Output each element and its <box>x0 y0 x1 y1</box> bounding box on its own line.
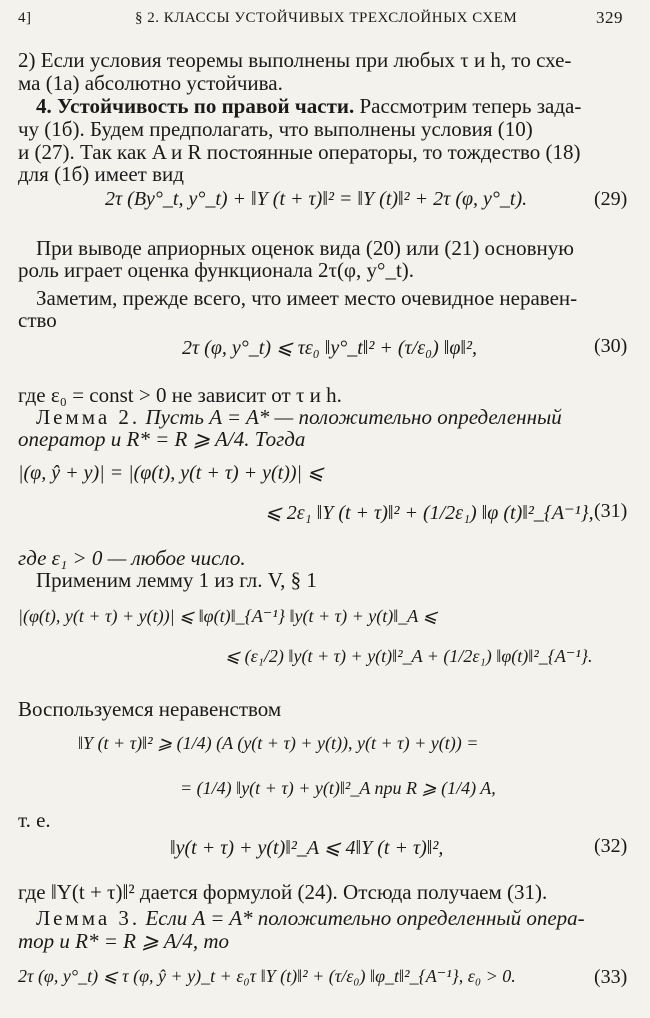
text-line: оператор и R* = R ⩾ A/4. Тогда <box>18 427 306 451</box>
lemma-label: Лемма 3. <box>36 906 141 930</box>
page-number: 329 <box>596 8 623 27</box>
text-line: где ε₁ > 0 — любое число. <box>18 546 246 570</box>
equation-30: 2τ (φ, y°_t) ⩽ τε₀ ‖y°_t‖² + (τ/ε₀) ‖φ‖², <box>182 337 478 359</box>
text-line: Заметим, прежде всего, что имеет место очевидное неравен- <box>36 286 578 310</box>
running-header-title: § 2. КЛАССЫ УСТОЙЧИВЫХ ТРЕХСЛОЙНЫХ СХЕМ <box>135 10 518 26</box>
equation-number: (30) <box>594 335 628 357</box>
equation-lemma1-line1: |(φ(t), y(t + τ) + y(t))| ⩽ ‖φ(t)‖_{A⁻¹} ‖y(t + τ) + y(t)‖_A ⩽ <box>18 606 438 626</box>
text-line: 2) Если условия теоремы выполнены при любых τ и h, то схе- <box>18 48 572 72</box>
equation-31-line1: |(φ, ŷ + y)| = |(φ(t), y(t + τ) + y(t))| ⩽ <box>18 462 324 484</box>
text-line: чу (1б). Будем предполагать, что выполнены условия (10) <box>18 117 533 141</box>
text-line: ма (1а) абсолютно устойчива. <box>18 71 283 95</box>
equation-29: 2τ (By°_t, y°_t) + ‖Y (t + τ)‖² = ‖Y (t)‖² + 2τ (φ, y°_t). <box>105 188 528 210</box>
section-heading-line <box>36 94 581 118</box>
equation-number: (32) <box>594 835 628 857</box>
text-line: ство <box>18 308 57 332</box>
text-span: Рассмотрим теперь зада- <box>354 94 582 118</box>
text-line: для (1б) имеет вид <box>18 162 184 186</box>
equation-inequality-line1: ‖Y (t + τ)‖² ⩾ (1/4) (A (y(t + τ) + y(t)), y(t + τ) + y(t)) = <box>78 733 479 753</box>
equation-number: (33) <box>594 966 628 988</box>
header-left-mark: 4] <box>18 10 32 26</box>
text-line: При выводе априорных оценок вида (20) или (21) основную <box>36 236 574 260</box>
lemma-label: Лемма 2. <box>36 405 141 429</box>
lemma-text: Если A = A* положительно определенный опера- <box>140 906 585 930</box>
text-line: Применим лемму 1 из гл. V, § 1 <box>36 568 317 592</box>
equation-number: (29) <box>594 188 628 210</box>
lemma-line <box>36 906 585 930</box>
lemma-line <box>36 405 562 429</box>
text-line: роль играет оценка функционала 2τ(φ, y°_t). <box>18 258 415 282</box>
equation-number: (31) <box>594 500 628 522</box>
equation-33: 2τ (φ, y°_t) ⩽ τ (φ, ŷ + y)_t + ε₀τ ‖Y (t)‖² + (τ/ε₀) ‖φ_t‖²_{A⁻¹}, ε₀ > 0. <box>18 966 516 986</box>
text-line: т. е. <box>18 808 51 832</box>
lemma-text: Пусть A = A* — положительно определенный <box>140 405 562 429</box>
text-line: тор и R* = R ⩾ A/4, то <box>18 929 230 953</box>
text-line: и (27). Так как A и R постоянные операторы, то тождество (18) <box>18 140 581 164</box>
equation-inequality-line2: = (1/4) ‖y(t + τ) + y(t)‖²_A при R ⩾ (1/4) A, <box>180 778 496 798</box>
text-line: где ε₀ = const > 0 не зависит от τ и h. <box>18 383 342 407</box>
text-line: Воспользуемся неравенством <box>18 697 282 721</box>
text-line: где ‖Y(t + τ)‖² дается формулой (24). Отсюда получаем (31). <box>18 880 548 904</box>
equation-lemma1-line2: ⩽ (ε₁/2) ‖y(t + τ) + y(t)‖²_A + (1/2ε₁) ‖φ(t)‖²_{A⁻¹}. <box>225 646 593 666</box>
equation-31-line2: ⩽ 2ε₁ ‖Y (t + τ)‖² + (1/2ε₁) ‖φ (t)‖²_{A⁻¹}, <box>265 502 594 524</box>
equation-32: ‖y(t + τ) + y(t)‖²_A ⩽ 4‖Y (t + τ)‖², <box>170 837 444 859</box>
section-heading: 4. Устойчивость по правой части. <box>36 94 355 118</box>
